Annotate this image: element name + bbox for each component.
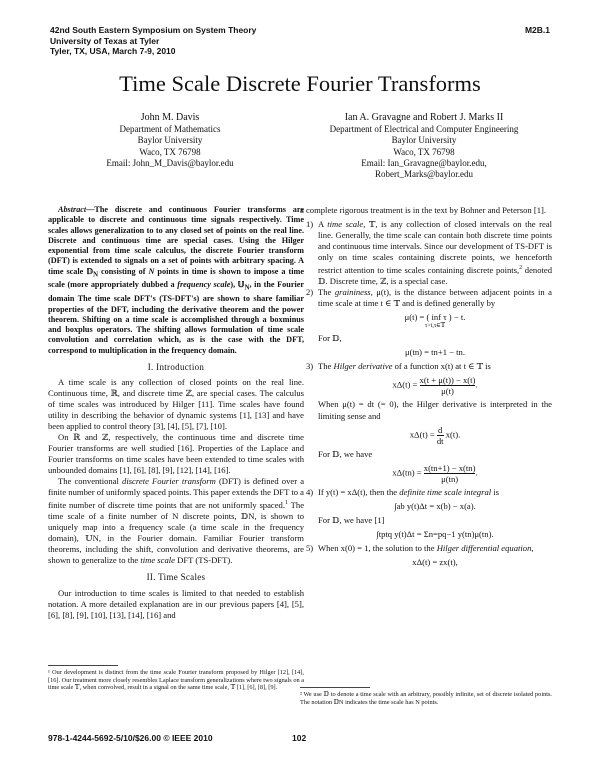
author-name: Ian A. Gravagne and Robert J. Marks II: [344, 112, 504, 123]
conference-header: [50, 25, 256, 57]
continuation-paragraph: a complete rigorous treatment is in the text by Bohner and Peterson [1].: [300, 205, 547, 215]
author-email-2: Robert_Marks@baylor.edu: [374, 169, 474, 180]
equation: xΔ(t) = zx(t),: [412, 556, 458, 567]
equation: μ(tn) = tn+1 − tn.: [405, 347, 465, 358]
footnote-rule: [48, 665, 118, 666]
right-column: [300, 205, 552, 571]
abstract-label: Abstract: [58, 205, 87, 214]
footnote-rule: [300, 687, 370, 688]
author-city: Waco, TX 76798: [393, 146, 455, 157]
list-item: 1) A time scale, 𝕋, is any collection of closed intervals on the real line. Generally, the time scale can contain both discrete time points and continuous time intervals. Since our development of TS-DFT is only on time scales containing discrete points, we henceforth restrict attention to time scales containing discrete points,$^2$ denoted 𝔻. Discrete time, ℤ, is a special case.: [306, 219, 552, 287]
conference-location-date: Tyler, TX, USA, March 7-9, 2010: [50, 46, 176, 56]
author-dept: Department of Mathematics: [119, 124, 221, 135]
intro-paragraph: The conventional discrete Fourier transform (DFT) is defined over a finite number of uniformly spaced points. This paper extends the DFT to a finite number of discrete time points that are not uniformly spaced.$^1$ The time scale of a finite number of N discrete points, 𝔻N, is shown to uniquely map into a frequency scale (a time scale in the frequency domain), 𝕌N, in the Fourier domain. Familiar Fourier transform theorems, including the shift, convolution and derivative theorems, are shown to generalize to the time scale DFT (TS-DFT).: [48, 476, 305, 566]
author-block-1: [60, 112, 280, 169]
author-block-2: [286, 112, 562, 180]
author-name: John M. Davis: [140, 112, 200, 123]
equation: ∫ab y(t)Δt = x(b) − x(a).: [394, 500, 476, 511]
equation: xΔ(t) = $\frac{d}{dt}$ x(t).: [409, 424, 461, 446]
list-item: 2) The graininess, μ(t), is the distance between adjacent points in a time scale at time t ∈ 𝕋 and is defined generally by μ(t) = ( inf τ ) − t. τ>t,τ∈𝕋 For 𝔻, μ(tn) = tn+1 − tn.: [306, 287, 552, 358]
author-dept: Department of Electrical and Computer Engineering: [329, 124, 519, 135]
section-heading: II. Time Scales: [146, 572, 206, 583]
paper-title: Time Scale Discrete Fourier Transforms: [119, 71, 481, 96]
equation: ∫tptq y(t)Δt = Σn=pq−1 y(tn)μ(tn).: [376, 528, 494, 539]
author-email: Email: John_M_Davis@baylor.edu: [106, 157, 234, 168]
equation: xΔ(t) = $\frac{x(t + \mu(t)) - x(t)}{\mu(t)}$ .: [392, 375, 478, 397]
page-number: 102: [292, 733, 307, 743]
equation: μ(t) = ( inf τ ) − t. τ>t,τ∈𝕋: [404, 312, 466, 330]
list-item: 5) When x(0) = 1, the solution to the Hilger differential equation, xΔ(t) = zx(t),: [300, 543, 552, 568]
equation: xΔ(tn) = $\frac{x(tn+1) - x(tn)}{\mu(tn)}$ .: [392, 462, 478, 484]
time-scales-paragraph: Our introduction to time scales is limited to that needed to establish notation. A more detailed explanation are in our previous papers [4], [5], [6], [8], [9], [10], [13], [14], [16] and: [48, 587, 304, 620]
section-heading: I. Introduction: [147, 361, 205, 372]
abstract: Abstract—The discrete and continuous Fourier transforms are applicable to discrete and continuous time signals respectively. Time scales allows generalization to to any closed set of points on the real line. Discrete and continuous time are special cases. Using the Hilger exponential from time scale calculus, the discrete Fourier transform (DFT) is extended to signals on a set of points with arbitrary spacing. A time scale 𝔻$_N$ consisting of N points in time is shown to impose a time scale (more appropriately dubbed a frequency scale), 𝕌$_N$, in the Fourier domain The time scale DFT's (TS-DFT's) are shown to share familiar properties of the DFT, including the derivative theorem and the power theorem. Shifting on a time scale is accomplished through a boxminus and boxplus operators. The shifting allows formulation of time scale convolution and correlation which, as is the case with the DFT, correspond to multiplication in the frequency domain.: [48, 205, 305, 355]
session-id: M2B.1: [524, 25, 550, 35]
author-city: Waco, TX 76798: [139, 146, 201, 157]
isbn-copyright: 978-1-4244-5692-5/10/$26.00 © IEEE 2010: [48, 733, 213, 743]
footnote-2: ² We use 𝔻 to denote a time scale with an arbitrary, possibly infinite, set of discrete isolated points. The notation 𝔻N indicates the time scale has N points.: [300, 691, 552, 706]
list-item: 3) The Hilger derivative of a function x(t) at t ∈ 𝕋 is xΔ(t) = $\frac{x(t + \mu(t)) - x(t)}{\mu(t)}$ . When μ(t) = dt (= 0), the Hilger derivative is interpreted in the limiting sense and xΔ(t) = $\frac{d}{dt}$ x(t). For 𝔻, we have xΔ(tn) = $\frac{x(tn+1) - x(tn)}{\mu(tn)}$ .: [306, 361, 552, 484]
author-email: Email: Ian_Gravagne@baylor.edu,: [361, 157, 487, 168]
conference-host: University of Texas at Tyler: [50, 35, 160, 46]
intro-paragraph: A time scale is any collection of closed points on the real line. Continuous time, ℝ, and discrete time ℤ, are special cases. The calculus of time scales was introduced by Hilger [11]. Time scales have found utility in describing the behavior of dynamic systems [1], [13] and have been applied to control theory [3], [4], [5], [7], [10].: [48, 376, 304, 432]
author-univ: Baylor University: [137, 135, 203, 146]
intro-paragraph: On ℝ and ℤ, respectively, the continuous time and discrete time Fourier transforms are well studied [16]. Properties of the Laplace and Fourier transforms on time scales have been extended to time scales with unbounded domains [1], [6], [8], [9], [12], [14], [16].: [48, 432, 304, 476]
left-column: [48, 205, 304, 621]
conference-name: 42nd South Eastern Symposium on System Theory: [50, 25, 257, 35]
author-univ: Baylor University: [391, 135, 457, 146]
list-item: 4) If y(t) = xΔ(t), then the definite time scale integral is ∫ab y(t)Δt = x(b) − x(a). For 𝔻, we have [1] ∫tptq y(t)Δt = Σn=pq−1 y(tn)μ(tn).: [300, 487, 552, 540]
footnote-1: ¹ Our development is distinct from the time scale Fourier transform proposed by Hilger [12], [14], [16]. Our treatment more closely resembles Laplace transform generalizations where two signals on a time scale 𝕋, when convolved, result in a signal on the same time scale, 𝕋 [1], [6], [8], [9].: [48, 669, 304, 692]
